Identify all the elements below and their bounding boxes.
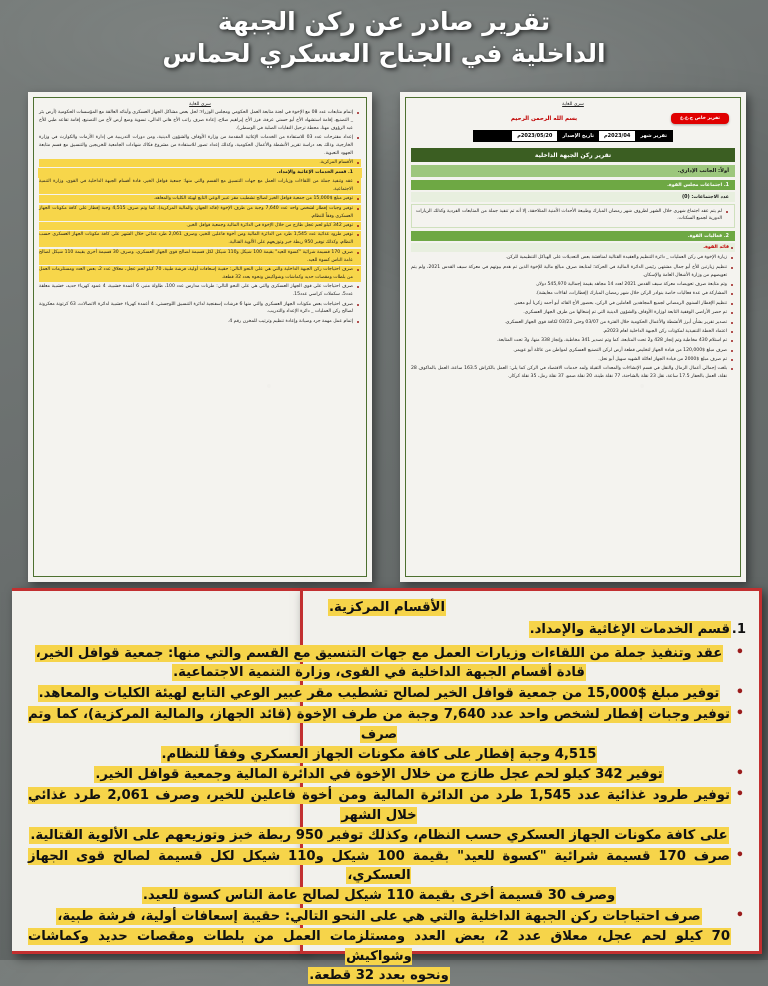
classification-stamp-left: سري للغاية — [189, 102, 211, 107]
subsection-heading-meetings: 1. اجتماعات مجلس القوة. — [411, 180, 735, 190]
subsection-heading-activities: 2. فعاليات القوة. — [411, 231, 735, 241]
left-top-bullets — [39, 109, 361, 158]
page-title — [0, 6, 768, 70]
document-page-left-inner — [33, 97, 367, 577]
document-page-left — [28, 92, 372, 582]
central-departments-heading: الأقسام المركزية. — [39, 159, 361, 167]
list-item: • توفير 342 كيلو لحم عجل طازج من خلال الإخوة في الدائرة المالية وجمعية قوافل الخير. — [28, 765, 746, 785]
zoom-heading-number: 1. — [731, 621, 746, 637]
relief-department-heading: 1. قسم الخدمات الإغاثية والإمداد. — [39, 169, 361, 177]
meetings-note-list — [416, 208, 730, 224]
list-item: توفير طرود غذائية عدد 1,545 طرد من الدائرة المالية ومن أخوة فاعلين للخير، وصرف 2,061 طرد غذائي خلال الشهر على كافة مكونات الجهاز العسكري حسب النظام، وكذلك توفير 950 ربطة خبز وتوزيعهم على الألوية القتالية. — [39, 231, 361, 247]
list-item: • صرف 170 قسيمة شرائية "كسوة للعيد" بقيمة 100 شيكل و110 شيكل لكل قسيمة لصالح قوى الجهاز العسكري، وصرف 30 قسيمة أخرى بقيمة 110 شيكل لصالح عامة الناس كسوة للعيد. — [28, 847, 746, 906]
left-tail-bullets — [39, 283, 361, 325]
list-item: صرف مبلغ $120,000 من قيادة الجهاز لتخليص قطعة أرض لركن التصنيع العسكري لمواطن من عائلة أبو عويمر. — [411, 347, 735, 355]
page-title-line-1: تقرير صادر عن ركن الجبهة — [217, 7, 551, 36]
document-page-right — [400, 92, 746, 582]
document-page-right-inner — [405, 97, 741, 577]
meetings-count: عدد الاجتماعات: (0) — [411, 192, 735, 202]
list-item: المشاركة في عدة فعاليات خاصة بنوادر الركن خلال شهر رمضان المبارك (إفطارات، لقاءات معايشة). — [411, 290, 735, 298]
list-item: • توفير مبلغ $15,000 من جمعية قوافل الخير لصالح تشطيب مقر عبير الوعي التابع لهيئة الكليات والمعاهد. — [28, 684, 746, 704]
list-item: • عقد وتنفيذ جملة من اللقاءات وزيارات العمل مع جهات التنسيق مع القسم والتي منها: جمعية قوافل الخير، قادة أقسام الجبهة الداخلية في القوى، وزارة التنمية الاجتماعية. — [28, 644, 746, 684]
list-item: عقد وتنفيذ جملة من اللقاءات وزيارات العمل مع جهات التنسيق مع القسم والتي منها: جمعية قوافل الخير، قادة أقسام الجبهة الداخلية في القوى، وزارة التنمية الاجتماعية. — [39, 178, 361, 194]
left-highlighted-section — [39, 159, 361, 167]
issue-date-label: تاريخ الإصدار — [557, 131, 599, 141]
basmala-text: بسم الله الرحمن الرحيم — [510, 115, 578, 122]
list-item: بلغت إجمالي أعمال الرمال والنقل في قسم الإنشاءات والمعدات الثقيلة ولمد خدمات الاقتصاد في الركن كما يلي: العمل بالكراش 163.5 ساعة، العمل بالماكوف 28 نقلة، العمل بالحفار 17.5 ساعة، نقل 23 نقلة بالشاحنة، 77 نقلة طينة، 20 نقلة ضمو، 37 نقلة رمل، 35 نقلة كركار. — [411, 365, 735, 381]
force-commander-label: قائد القوة. — [411, 243, 735, 252]
list-item: تم حصر الأراضي الوقفية التابعة لوزارة الأوقاف والشؤون الدينية التي تم إشغالها من طرف الجهاز العسكري. — [411, 309, 735, 317]
list-item: تنظيم زيارتين للأخ أبو جمال مشتهى رئيس الدائرة المالية في الحركة؛ لمتابعة صرف مبالغ مالية للإخوة الذين تم هدم بيوتهم في معركة سيف القدس 2021، ولم يتم تعويضهم من وزارة الأشغال العامة والإسكان. — [411, 264, 735, 280]
list-item: زيارة الإخوة في ركن العمليات _ دائرة التنظيم والعقيدة القتالية لمناقشة بعض التعديلات على الهياكل التنظيمية للركن. — [411, 254, 735, 262]
list-item: تصدير تقرير بشأن أبرز الأنشطة والأعمال الحكومية خلال الفترة من 03/07 وحتى 03/23 لكافة قوى الجهاز العسكري. — [411, 319, 735, 327]
zoom-panel-content — [12, 588, 762, 984]
list-item: إعداد مقترحات عدد 03 للاستفادة من الخدمات الإغاثية المقدمة من وزارة الأوقاف والشؤون الدينية، ومن دورات التدريبية في إدارة الأزمات والكوارث في وزارة الخارجية، وذلك بعد دراسة تقرير الأنشطة والأعمال الحكومية، وكذلك إعداد تصور للاستفادة من مشروع فكاك شهادات الجامعية للخريجين والتنسيق مع قسم متابعة الجهود التعبوية. — [39, 134, 361, 158]
section-heading-administrative: أولاً: الجانب الإداري. — [411, 165, 735, 177]
left-relief-items — [39, 178, 361, 282]
list-item: تنظيم الإفطار السنوي الرمضاني لجميع المجاهدين العاملين في الركن، بحضور الأخ القائد أبو أحمد زكريا أبو معمر. — [411, 300, 735, 308]
zoom-relief-department-heading: 1. قسم الخدمات الإغاثية والإمداد. — [28, 620, 746, 640]
zoom-relief-items-list — [28, 644, 746, 986]
right-page-header-row — [411, 109, 735, 126]
list-item: وتم متابعة صرف تعويضات معركة سيف القدس 2021 لعدد 14 مجاهد بقيمة إجمالية 545,970 دولار. — [411, 281, 735, 289]
list-item: صرف 170 قسيمة شرائية "كسوة للعيد" بقيمة 100 شيكل و110 شيكل لكل قسيمة لصالح قوى الجهاز العسكري، وصرف 30 قسيمة أخرى بقيمة 110 شيكل لصالح عامة الناس كسوة للعيد. — [39, 249, 361, 265]
list-item: إتمام عمل مهمة جرد وصيانة وإعادة تنظيم وترتيب للمخزن رقم 4. — [39, 318, 361, 326]
report-meta-strip — [473, 130, 673, 142]
list-item: صرف احتياجات بعض مكونات الجهاز العسكري والتي منها 6 فرشات إسفنجية لدائرة التنسيق اللوجستي، 4 أعمدة كهرباء خشبية لدائرة الاتصالات، 63 كرتونة معكرونة لصالح ركن العمليات _ دائرة الإعداد والتدريب. — [39, 301, 361, 317]
zoom-central-departments-heading: الأقسام المركزية. — [329, 600, 445, 615]
list-item: صرف احتياجات ركن الجبهة الداخلية والتي هي على النحو التالي: حقيبة إسعافات أولية، فرشة طبية، 70 كيلو لحم عجل، معلاق عدد 2، بعض العدد ومستلزمات العمل من بلطات ومقصات حديد وكماشات وشواكيش ونحوه بعدد 32 قطعة. — [39, 266, 361, 282]
document-title-bar: تقرير ركن الجبهة الداخلية — [411, 148, 735, 162]
classification-stamp-right: سري للغاية — [562, 102, 584, 107]
page-title-line-2: الداخلية في الجناح العسكري لحماس — [162, 39, 606, 68]
list-item: • صرف احتياجات ركن الجبهة الداخلية والتي هي على النحو التالي: حقيبة إسعافات أولية، فرشة طبية، 70 كيلو لحم عجل، معلاق عدد 2، بعض العدد ومستلزمات العمل من بلطات ومقصات حديد وكماشات وشواكيش ونحوه بعدد 32 قطعة. — [28, 907, 746, 986]
list-item: توفير مبلغ $15,000 من جمعية قوافل الخير لصالح تشطيب مقر عبير الوعي التابع لهيئة الكليات والمعاهد. — [39, 195, 361, 203]
list-item: تم صرف مبلغ $2000 من قيادة الجهاز لعائلة الشهيد سهيل أبو نحل. — [411, 356, 735, 364]
special-report-badge: تقرير خاص ج.ع.غ — [671, 113, 729, 124]
list-item: لم يتم عقد اجتماع شهري خلال الشهر لظروف شهر رمضان المبارك وطبيعة الأحداث الأمنية المتلاحقة، إلا أنه تم تنفيذ جملة من المتابعات الفردية وكذلك الزيارات الدورية لجميع السكنات. — [416, 208, 730, 224]
list-item: إتمام متابعات عدد 08 مع الإخوة في لجنة متابعة العمل الحكومي ومجلس الوزراء؛ لحل بعض مشاكل الجهاز العسكري وأبنائه العالقة مع المؤسسات الحكومية (أرض بئر _ التصنيع، إقامة استشهاد الأخ أبو حسني عرفة، فرز الأخ إبراهيم صلاح، إعادة صرف راتب الأخ هاني الدالي، تسوية وضع أرض لأخ من التصنيع، إقامة تقاعد طبي للأخ عبد الرؤوف مهنا، محطة ترحيل النفايات الصلبة في الوسطى). — [39, 109, 361, 133]
list-item: • توفير وجبات إفطار لشخص واحد عدد 7,640 وجبة من طرف الإخوة (قائد الجهاز، والمالية المركزية)، كما وتم صرف 4,515 وجبة إفطار على كافة مكونات الجهاز العسكري وفقاً للنظام. — [28, 705, 746, 764]
report-month-label: تقرير شهر — [635, 131, 672, 141]
list-item: اعتماد الخطة التنفيذية لمكونات ركن الجبهة الداخلية لعام 2023م. — [411, 328, 735, 336]
list-item: توفير 342 كيلو لحم عجل طازج من خلال الإخوة في الدائرة المالية وجمعية قوافل الخير. — [39, 222, 361, 230]
activities-body — [411, 252, 735, 381]
report-month-value: 2023/04م — [599, 131, 635, 141]
list-item: • توفير طرود غذائية عدد 1,545 طرد من الدائرة المالية ومن أخوة فاعلين للخير، وصرف 2,061 طرد غذائي خلال الشهر على كافة مكونات الجهاز العسكري حسب النظام، وكذلك توفير 950 ربطة خبز وتوزيعهم على الألوية القتالية. — [28, 786, 746, 845]
activities-list — [411, 254, 735, 381]
meetings-note-block — [411, 204, 735, 228]
list-item: توفير وجبات إفطار لشخص واحد عدد 7,640 وجبة من طرف الإخوة (قائد الجهاز، والمالية المركزية)، كما وتم صرف 4,515 وجبة إفطار على كافة مكونات الجهاز العسكري وفقاً للنظام. — [39, 205, 361, 221]
list-item: تم استلام 430 مخاطبة وتم إنجاز 428 و2 تحت المتابعة، كما وتم تصدير 341 مخاطبة، وإنجاز 338 منها، و3 تحت المتابعة. — [411, 337, 735, 345]
left-page-body — [39, 109, 361, 326]
issue-date-value: 2023/05/20م — [512, 131, 557, 141]
list-item: صرف احتياجات على قوى الجهاز العسكري والتي هي على النحو التالي: طرنات مدارس عدد 100، طاولة منبر، 6 أعمدة خشبية، 4 عمود كهرباء حديد، خشبية معلقة عدد5، سكملات كراسي عدد15. — [39, 283, 361, 299]
